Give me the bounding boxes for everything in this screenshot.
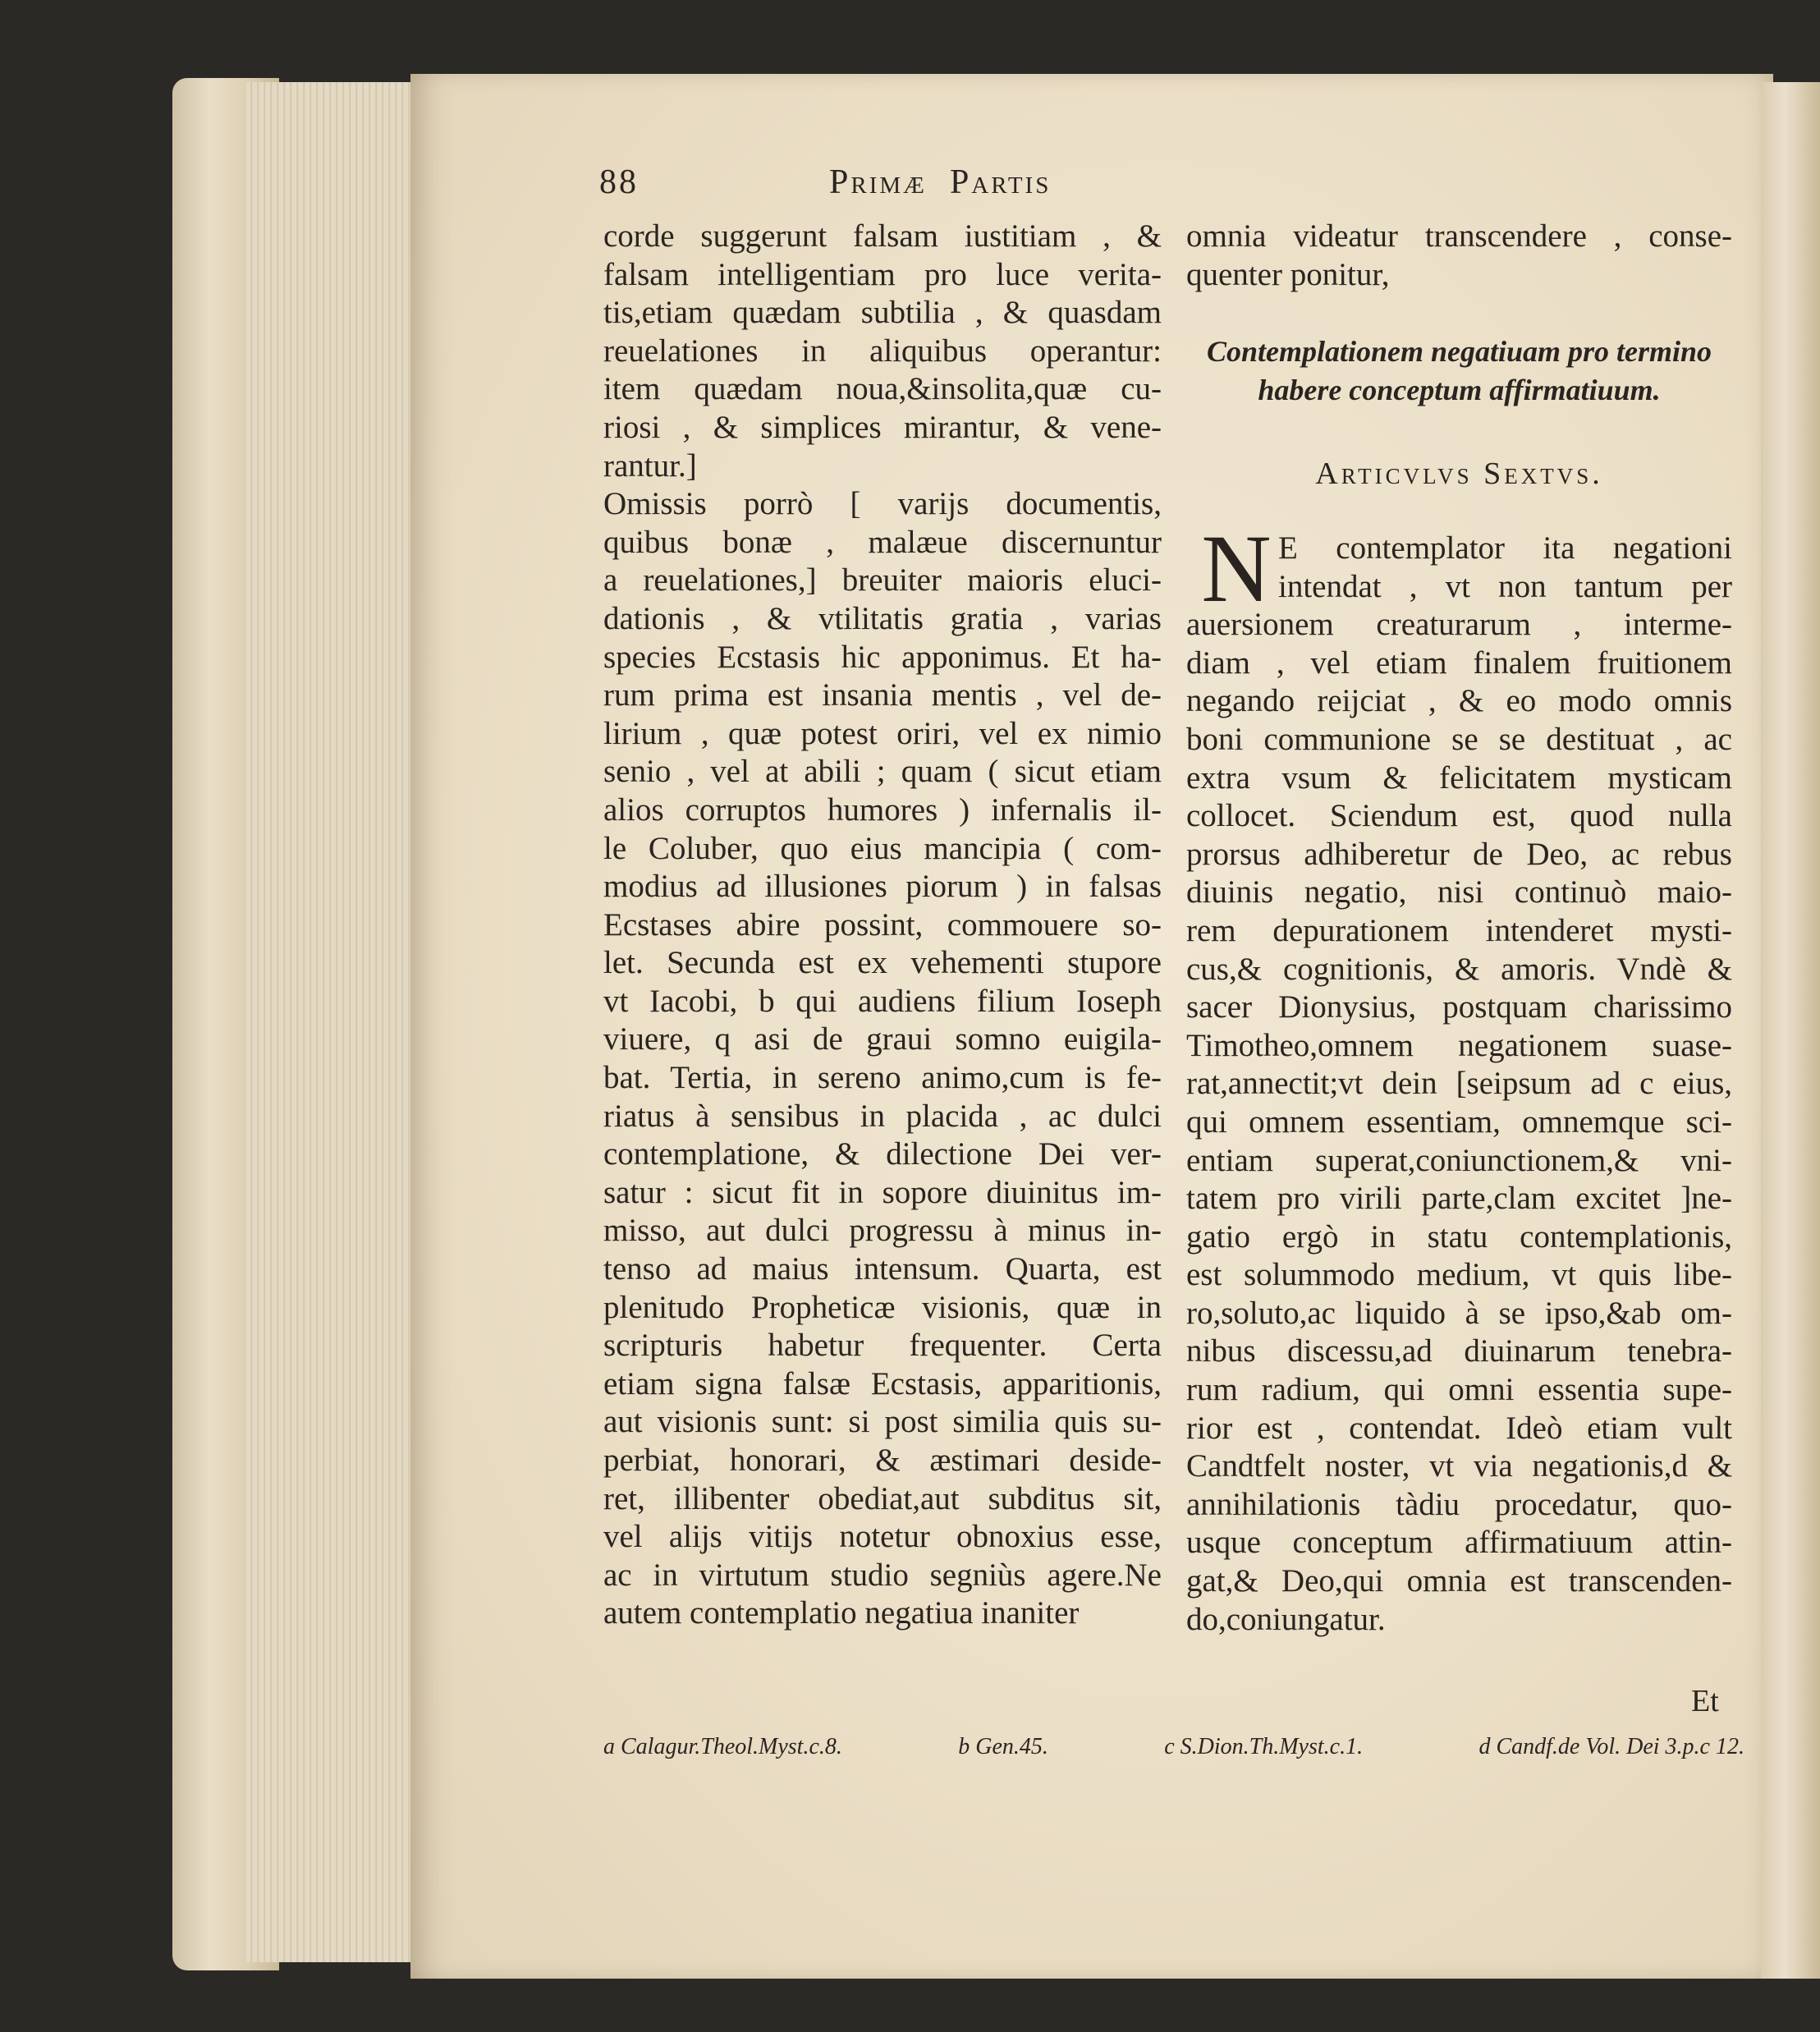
footnotes [603, 1734, 1744, 1760]
text-line: rum radium, qui omni essentia supe- [1186, 1372, 1732, 1408]
text-line: tenso ad maius intensum. Quarta, est [603, 1251, 1162, 1287]
text-line: qui omnem essentiam, omnemque sci- [1186, 1103, 1732, 1140]
text-line: diuinis negatio, nisi continuò maio- [1186, 874, 1732, 911]
catchword: Et [1691, 1684, 1719, 1718]
running-title-word: Partis [949, 163, 1052, 201]
text-line: species Ecstasis hic apponimus. Et ha- [603, 639, 1162, 675]
text-line: usque conceptum affirmatiuum attin- [1186, 1525, 1732, 1561]
text-line: viuere, q asi de graui somno euigila- [603, 1021, 1162, 1057]
text-line: aut visionis sunt: si post similia quis su- [603, 1404, 1162, 1440]
footnote: d Candf.de Vol. Dei 3.p.c 12. [1478, 1734, 1744, 1759]
text-line: corde suggerunt falsam iustitiam , & [603, 218, 1162, 254]
text-line: satur : sicut fit in sopore diuinitus im- [603, 1174, 1162, 1210]
text-line: do,coniungatur. [1186, 1601, 1386, 1637]
text-line: reuelationes in aliquibus operantur: [603, 333, 1162, 369]
article-heading: Articvlvs Sextvs. [1315, 456, 1603, 491]
text-line: autem contemplatio negatiua inaniter [603, 1595, 1080, 1631]
text-line: gat,& Deo,qui omnia est transcenden- [1186, 1563, 1732, 1599]
text-line: rantur.] [603, 447, 697, 484]
text-line: lirium , quæ potest oriri, vel ex nimio [603, 715, 1162, 751]
text-line: contemplatione, & dilectione Dei ver- [603, 1136, 1162, 1172]
text-line: item quædam noua,&insolita,quæ cu- [603, 371, 1162, 407]
text-line: vel alijs vitijs notetur obnoxius esse, [603, 1519, 1162, 1555]
footnote: c S.Dion.Th.Myst.c.1. [1164, 1734, 1364, 1759]
text-line: etiam signa falsæ Ecstasis, apparitionis, [603, 1365, 1162, 1401]
text-line: gatio ergò in statu contemplationis, [1186, 1218, 1732, 1255]
text-line: entiam superat,coniunctionem,& vni- [1186, 1142, 1732, 1178]
text-line: omnia videatur transcendere , conse- [1186, 218, 1732, 254]
text-line: est solummodo medium, vt quis libe- [1186, 1257, 1732, 1293]
text-line: alios corruptos humores ) infernalis il- [603, 791, 1162, 828]
text-line: senio , vel at abili ; quam ( sicut etiam [603, 754, 1162, 790]
section-heading-line: habere conceptum affirmatiuum. [1258, 374, 1661, 406]
text-line: boni communione se se destituat , ac [1186, 721, 1732, 757]
text-line: auersionem creaturarum , interme- [1186, 607, 1732, 643]
text-line: tatem pro virili parte,clam excitet ]ne- [1186, 1181, 1732, 1217]
right-column-top-text [1186, 218, 1732, 294]
text-line: falsam intelligentiam pro luce verita- [603, 256, 1162, 292]
text-line: rat,annectit;vt dein [seipsum ad c eius, [1186, 1066, 1732, 1102]
text-line: negando reijciat , & eo modo omnis [1186, 683, 1732, 719]
text-line: quibus bonæ , malæue discernuntur [603, 524, 1162, 560]
page-number: 88 [599, 163, 639, 201]
text-line: ac in virtutum studio segniùs agere.Ne [603, 1557, 1162, 1593]
text-line: rem depurationem intenderet mysti- [1186, 912, 1732, 948]
book-edge-right [1761, 82, 1820, 1979]
text-line: rior est , contendat. Ideò etiam vult [1186, 1410, 1732, 1446]
left-column-text [603, 218, 1162, 1633]
running-title [829, 163, 1305, 212]
text-line: E contemplator ita negationi [1278, 530, 1732, 566]
text-line: riatus à sensibus in placida , ac dulci [603, 1098, 1162, 1134]
text-line: perbiat, honorari, & æstimari deside- [603, 1443, 1162, 1478]
text-line: le Coluber, quo eius mancipia ( com- [603, 830, 1162, 866]
drop-cap-initial: N [1201, 515, 1272, 622]
text-line: tis,etiam quædam subtilia , & quasdam [603, 295, 1162, 331]
running-title-word: Primæ [829, 163, 927, 201]
text-line: dationis , & vtilitatis gratia , varias [603, 600, 1162, 636]
text-line: cus,& cognitionis, & amoris. Vndè & [1186, 951, 1732, 987]
footnote: a Calagur.Theol.Myst.c.8. [603, 1734, 842, 1759]
text-line: sacer Dionysius, postquam charissimo [1186, 989, 1732, 1025]
right-column-text [1186, 515, 1732, 1639]
text-line: bat. Tertia, in sereno animo,cum is fe- [603, 1060, 1162, 1096]
text-line: riosi , & simplices mirantur, & vene- [603, 409, 1162, 445]
text-line: diam , vel etiam finalem fruitionem [1186, 644, 1732, 681]
text-line: Omissis porrò [ varijs documentis, [603, 486, 1162, 522]
page-stack [246, 82, 427, 1962]
text-line: Ecstases abire possint, commouere so- [603, 906, 1162, 943]
text-line: nibus discessu,ad diuinarum tenebra- [1186, 1333, 1732, 1369]
text-line: ro,soluto,ac liquido à se ipso,&ab om- [1186, 1295, 1732, 1331]
text-line: Timotheo,omnem negationem suase- [1186, 1027, 1732, 1063]
text-line: annihilationis tàdiu procedatur, quo- [1186, 1486, 1732, 1522]
footnote: b Gen.45. [958, 1734, 1048, 1759]
section-heading-line: Contemplationem negatiuam pro termino [1206, 335, 1712, 368]
text-line: misso, aut dulci progressu à minus in- [603, 1213, 1162, 1249]
text-line: intendat , vt non tantum per [1278, 568, 1732, 604]
text-line: a reuelationes,] breuiter maioris eluci- [603, 562, 1162, 599]
text-line: plenitudo Propheticæ visionis, quæ in [603, 1289, 1162, 1325]
text-line: extra vsum & felicitatem mysticam [1186, 759, 1732, 796]
section-heading [1186, 333, 1732, 410]
text-line: vt Iacobi, b qui audiens filium Ioseph [603, 983, 1162, 1019]
text-line: Candtfelt noster, vt via negationis,d & [1186, 1448, 1732, 1484]
text-line: ret, illibenter obediat,aut subditus sit, [603, 1480, 1162, 1516]
text-line: rum prima est insania mentis , vel de- [603, 677, 1162, 713]
text-line: scripturis habetur frequenter. Certa [603, 1328, 1162, 1364]
text-line: prorsus adhiberetur de Deo, ac rebus [1186, 836, 1732, 872]
text-line: quenter ponitur, [1186, 256, 1390, 292]
text-line: let. Secunda est ex vehementi stupore [603, 945, 1162, 981]
text-line: collocet. Sciendum est, quod nulla [1186, 798, 1732, 834]
text-line: modius ad illusiones piorum ) in falsas [603, 869, 1162, 905]
